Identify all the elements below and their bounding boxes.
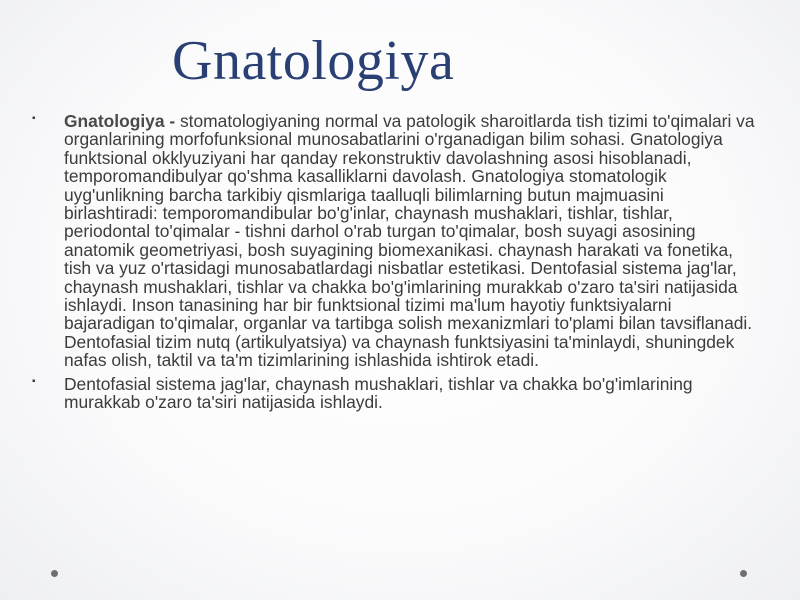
footer-dot-left-icon [51, 570, 58, 577]
bullet-marker-icon: ▪ [32, 375, 36, 387]
bullet-marker-icon: ▪ [32, 113, 36, 124]
slide-body [32, 112, 760, 417]
footer-dot-right-icon [740, 570, 747, 577]
bullet-item-dentofacial [32, 375, 760, 412]
bullet-text: Dentofasial sistema jag'lar, chaynash mushaklari, tishlar va chakka bo'g'imlarining murakkab o'zaro ta'siri natijasida ishlaydi. [64, 373, 693, 413]
bullet-item-definition [32, 112, 760, 370]
slide-title: Gnatologiya [172, 30, 455, 92]
bullet-term: Gnatologiya - [64, 111, 176, 131]
bullet-text: stomatologiyaning normal va patologik sharoitlarda tish tizimi to'qimalari va organlarining morfofunksional munosabatlarini o'rganadigan bilim sohasi. Gnatologiya funktsional okklyuziyani har qanday rekonstruktiv davolashning asosi hisoblanadi, temporomandibulyar qo'shma kasalliklarni davolash. Gnatologiya stomatologik uyg'unlikning barcha tarkibiy qismlariga taalluqli bilimlarning butun majmuasini birlashtiradi: temporomandibular bo'g'inlar, chaynash mushaklari, tishlar, tishlar, periodontal to'qimalar - tishni darhol o'rab turgan to'qimalar, bosh suyagi asosining anatomik geometriyasi, bosh suyagining biomexanikasi. chaynash harakati va fonetika, tish va yuz o'rtasidagi munosabatlardagi nisbatlar estetikasi. Dentofasial sistema jag'lar, chaynash mushaklari, tishlar va chakka bo'g'imlarining murakkab o'zaro ta'siri natijasida ishlaydi. Inson tanasining har bir funktsional tizimi ma'lum hayotiy funktsiyalarni bajaradigan to'qimalar, organlar va tartibga solish mexanizmlari to'plami bilan tavsiflanadi. Dentofasial tizim nutq (artikulyatsiya) va chaynash funktsiyasini ta'minlaydi, shuningdek nafas olish, taktil va ta'm tizimlarining ishlashida ishtirok etadi. [64, 111, 755, 371]
